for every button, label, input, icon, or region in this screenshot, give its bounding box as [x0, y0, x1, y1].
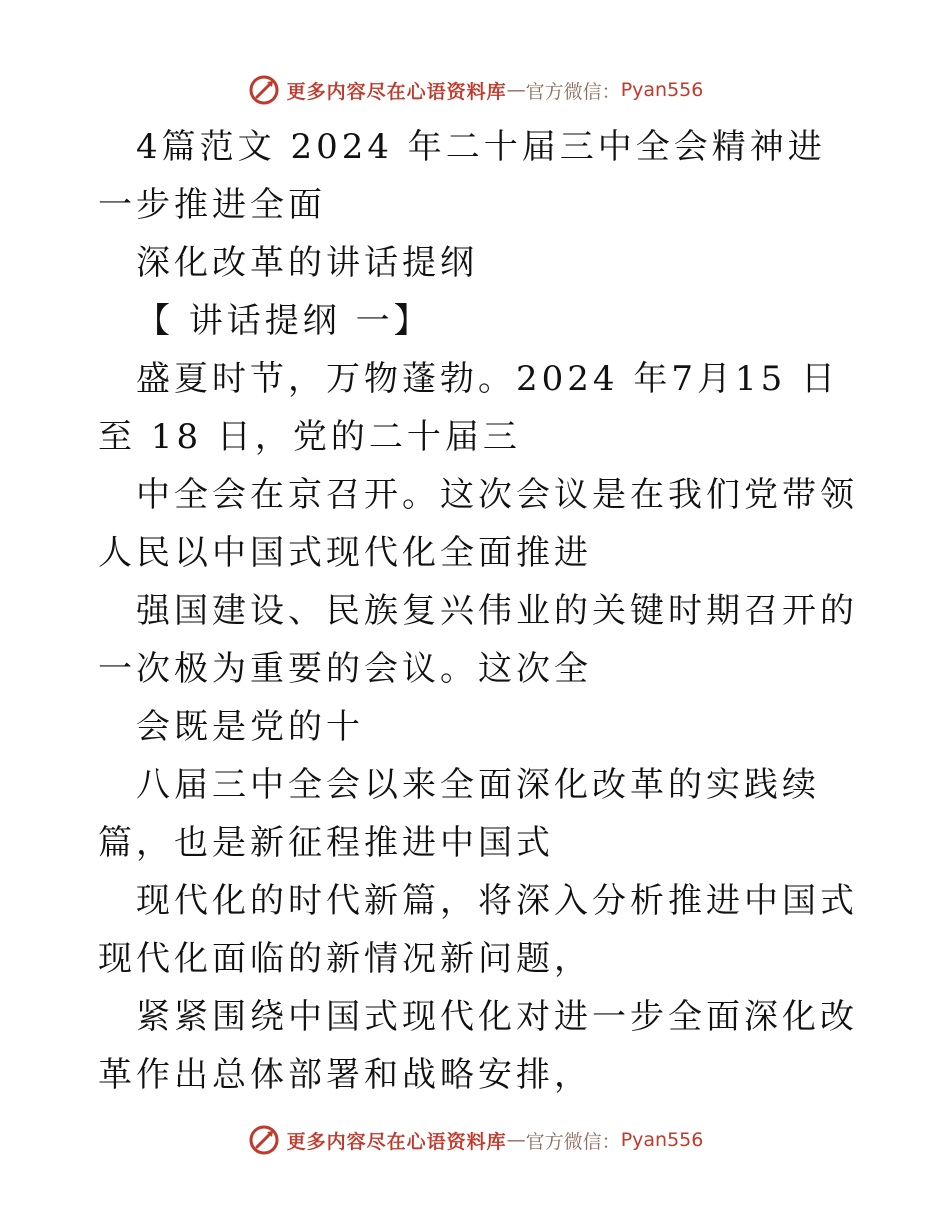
section-heading: 【 讲话提纲 一】 [136, 301, 432, 341]
watermark-separator: — [506, 1129, 526, 1151]
brand-logo-icon [247, 73, 281, 107]
paragraph: 现代化的时代新篇，将深入分析推进中国式现代化面临的新情况新问题， [98, 881, 858, 979]
paragraph-title-line1: 4篇范文 2024 年二十届三中全会精神进一步推进全面 [98, 127, 826, 225]
watermark-header [0, 70, 950, 110]
watermark-footer [0, 1120, 950, 1160]
watermark-wechat-id: Pyan556 [620, 1129, 704, 1151]
watermark-brand: 更多内容尽在心语资料库 [286, 80, 507, 103]
watermark-label: 官方微信： [525, 80, 621, 103]
paragraph: 强国建设、民族复兴伟业的关键时期召开的一次极为重要的会议。这次全 [98, 591, 858, 689]
paragraph: 会既是党的十 [136, 707, 364, 747]
watermark-brand: 更多内容尽在心语资料库 [286, 1130, 507, 1153]
paragraph-title-line2: 深化改革的讲话提纲 [136, 243, 478, 283]
document-body [98, 118, 858, 1104]
paragraph: 盛夏时节，万物蓬勃。2024 年7月15 日至 18 日，党的二十届三 [98, 359, 840, 457]
brand-logo-icon [247, 1123, 281, 1157]
watermark-wechat-id: Pyan556 [620, 79, 704, 101]
paragraph: 紧紧围绕中国式现代化对进一步全面深化改革作出总体部署和战略安排， [98, 997, 858, 1095]
watermark-label: 官方微信： [525, 1130, 621, 1153]
watermark-separator: — [506, 79, 526, 101]
paragraph: 中全会在京召开。这次会议是在我们党带领人民以中国式现代化全面推进 [98, 475, 858, 573]
paragraph: 八届三中全会以来全面深化改革的实践续篇，也是新征程推进中国式 [98, 765, 820, 863]
